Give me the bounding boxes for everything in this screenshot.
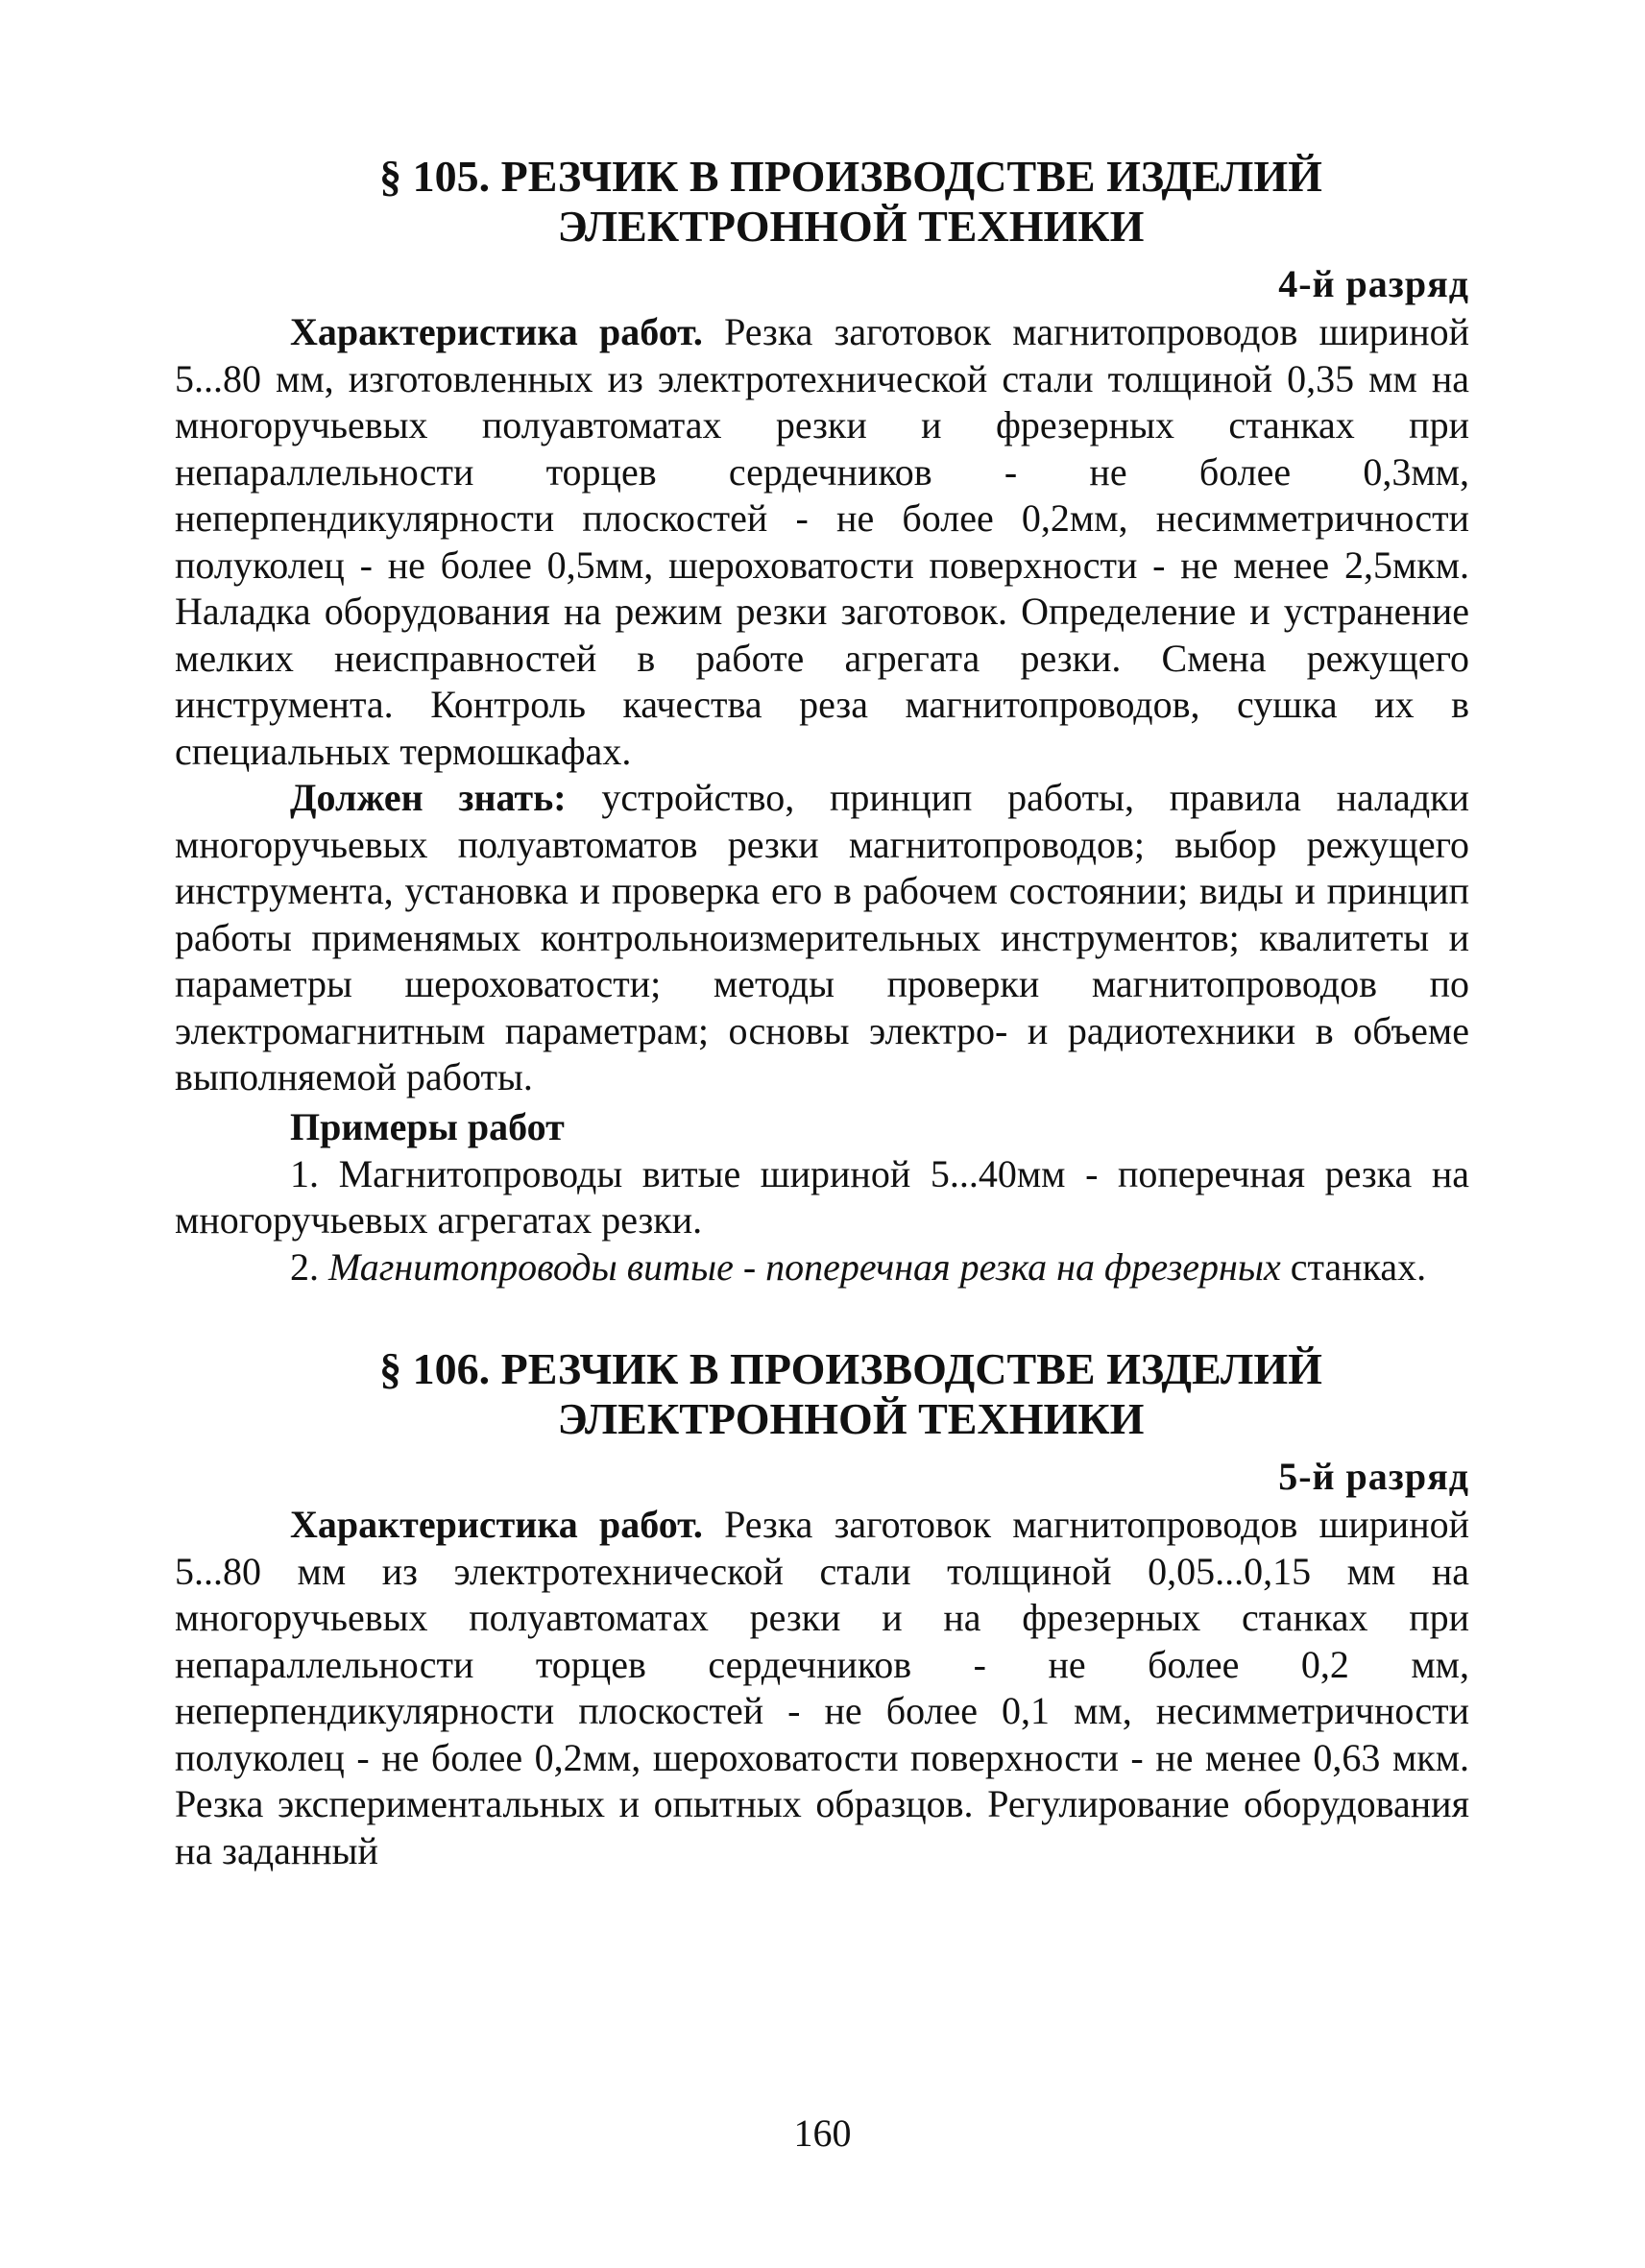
section-106 [175, 1344, 1469, 1874]
document-page [175, 152, 1469, 1874]
characteristics-label: Характеристика работ. [290, 1503, 703, 1546]
characteristics-text: Резка заготовок магнитопроводов шириной 5...80 мм, изготовленных из электротехнической стали толщиной 0,35 мм на многоручьевых полуавтоматах резки и фрезерных станках при непараллельности торцев сердечников - не более 0,3мм, неперпендикулярности плоскостей - не более 0,2мм, несимметричности полуколец - не более 0,5мм, шероховатости поверхности - не менее 2,5мкм. Наладка оборудования на режим резки заготовок. Определение и устранение мелких неисправностей в работе агрегата резки. Смена режущего инструмента. Контроль качества реза магнитопроводов, сушка их в специальных термошкафах. [175, 310, 1470, 773]
characteristics-paragraph [175, 309, 1469, 775]
characteristics-text: Резка заготовок магнитопроводов шириной 5...80 мм из электротехнической стали толщиной 0,05...0,15 мм на многоручьевых полуавтоматах резки и на фрезерных станках при непараллельности торцев сердечников - не более 0,2 мм, неперпендикулярности плоскостей - не более 0,1 мм, несимметричности полуколец - не более 0,2мм, шероховатости поверхности - не менее 0,63 мкм. Резка экспериментальных и опытных образцов. Регулирование оборудования на заданный [175, 1503, 1470, 1872]
section-title [175, 1344, 1469, 1444]
examples-heading: Примеры работ [290, 1104, 565, 1148]
characteristics-label: Характеристика работ. [290, 310, 703, 353]
section-title-line2: ЭЛЕКТРОННОЙ ТЕХНИКИ [557, 202, 1145, 251]
knowledge-label: Должен знать: [290, 776, 567, 819]
example-text: станках. [1280, 1244, 1427, 1289]
knowledge-paragraph [175, 775, 1469, 1101]
example-item: 1. Магнитопроводы витые шириной 5...40мм - поперечная резка на многоручьевых агрегатах резки. [175, 1151, 1469, 1242]
page-number: 160 [793, 2111, 852, 2155]
example-item [175, 1244, 1469, 1291]
example-number: 2. [290, 1244, 328, 1289]
section-title-line1: § 105. РЕЗЧИК В ПРОИЗВОДСТВЕ ИЗДЕЛИЙ [379, 152, 1322, 201]
rank-label: 4-й разряд [1278, 262, 1469, 305]
example-italic-text: Магнитопроводы витые - поперечная резка на фрезерных [328, 1244, 1281, 1289]
section-title [175, 152, 1469, 252]
section-title-line2: ЭЛЕКТРОННОЙ ТЕХНИКИ [557, 1394, 1145, 1443]
characteristics-paragraph [175, 1502, 1469, 1874]
knowledge-text: устройство, принцип работы, правила наладки многоручьевых полуавтоматов резки магнитопроводов; выбор режущего инструмента, установка и проверка его в рабочем состоянии; виды и принцип работы применямых контрольноизмерительных инструментов; квалитеты и параметры шероховатости; методы проверки магнитопроводов по электромагнитным параметрам; основы электро- и радиотехники в объеме выполняемой работы. [175, 776, 1470, 1098]
section-title-line1: § 106. РЕЗЧИК В ПРОИЗВОДСТВЕ ИЗДЕЛИЙ [379, 1344, 1322, 1393]
section-105 [175, 152, 1469, 1291]
rank-label: 5-й разряд [1278, 1455, 1469, 1498]
